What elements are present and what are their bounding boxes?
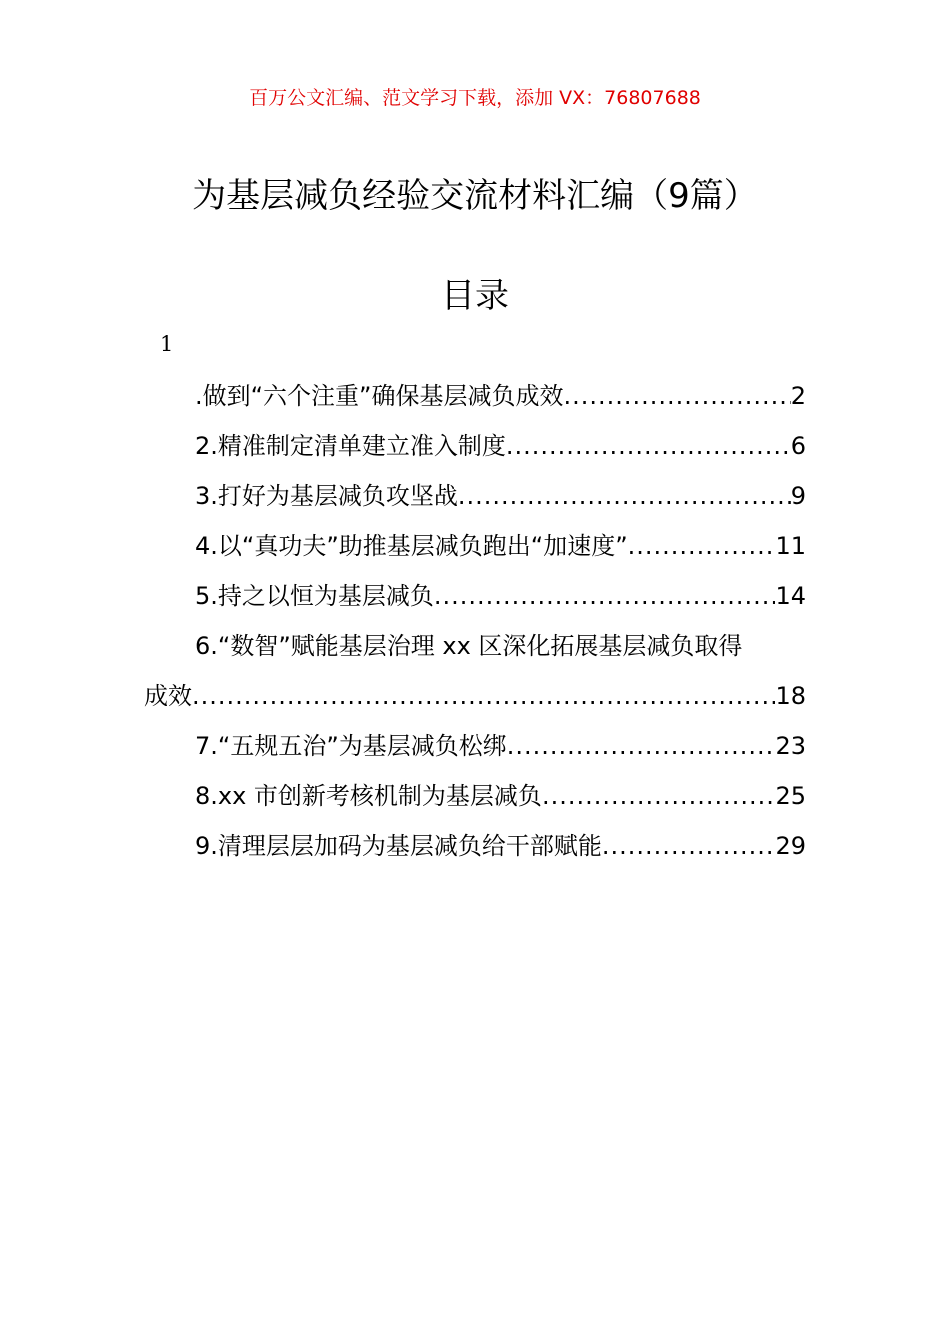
toc-entry-page: 6 bbox=[790, 432, 806, 460]
toc-entry-title-line1: 6.“数智”赋能基层治理 xx 区深化拓展基层减负取得 bbox=[195, 632, 743, 660]
table-of-contents bbox=[144, 374, 806, 874]
toc-entry-2[interactable] bbox=[144, 424, 806, 474]
toc-entry-3[interactable] bbox=[144, 474, 806, 524]
toc-entry-page: 11 bbox=[775, 532, 806, 560]
toc-entry-page: 25 bbox=[775, 782, 806, 810]
toc-entry-9[interactable] bbox=[144, 824, 806, 874]
toc-leader-dots bbox=[628, 524, 776, 568]
toc-entry-title: 5.持之以恒为基层减负 bbox=[195, 582, 434, 610]
toc-entry-title: 4.以“真功夫”助推基层减负跑出“加速度” bbox=[195, 532, 628, 560]
toc-entry-page: 9 bbox=[790, 482, 806, 510]
toc-leader-dots bbox=[564, 374, 791, 418]
toc-leader-dots bbox=[602, 824, 776, 868]
toc-leader-dots bbox=[507, 724, 776, 768]
toc-entry-7[interactable] bbox=[144, 724, 806, 774]
document-title: 为基层减负经验交流材料汇编（9篇） bbox=[192, 176, 758, 216]
toc-leader-dots bbox=[542, 774, 776, 818]
toc-entry-6[interactable] bbox=[144, 624, 806, 724]
toc-entry-title: 8.xx 市创新考核机制为基层减负 bbox=[195, 782, 542, 810]
toc-entry-1[interactable] bbox=[144, 374, 806, 424]
toc-entry-5[interactable] bbox=[144, 574, 806, 624]
toc-entry-title: 9.清理层层加码为基层减负给干部赋能 bbox=[195, 832, 602, 860]
toc-leader-dots bbox=[458, 474, 791, 518]
toc-entry-title: 7.“五规五治”为基层减负松绑 bbox=[195, 732, 507, 760]
toc-entry-page: 14 bbox=[775, 582, 806, 610]
toc-entry-title-line2: 成效 bbox=[144, 682, 192, 710]
toc-entry-8[interactable] bbox=[144, 774, 806, 824]
toc-entry-title: 2.精准制定清单建立准入制度 bbox=[195, 432, 506, 460]
toc-entry-page: 18 bbox=[775, 682, 806, 710]
stray-list-number: 1 bbox=[160, 332, 174, 356]
toc-leader-dots bbox=[192, 674, 775, 718]
toc-entry-title: 3.打好为基层减负攻坚战 bbox=[195, 482, 458, 510]
toc-heading: 目录 bbox=[441, 276, 509, 316]
toc-entry-title: .做到“六个注重”确保基层减负成效 bbox=[195, 382, 564, 410]
toc-leader-dots bbox=[506, 424, 791, 468]
toc-leader-dots bbox=[434, 574, 776, 618]
toc-entry-page: 23 bbox=[775, 732, 806, 760]
toc-entry-page: 2 bbox=[790, 382, 806, 410]
toc-entry-4[interactable] bbox=[144, 524, 806, 574]
header-watermark-note: 百万公文汇编、范文学习下载，添加 VX：76807688 bbox=[249, 87, 701, 109]
toc-entry-page: 29 bbox=[775, 832, 806, 860]
